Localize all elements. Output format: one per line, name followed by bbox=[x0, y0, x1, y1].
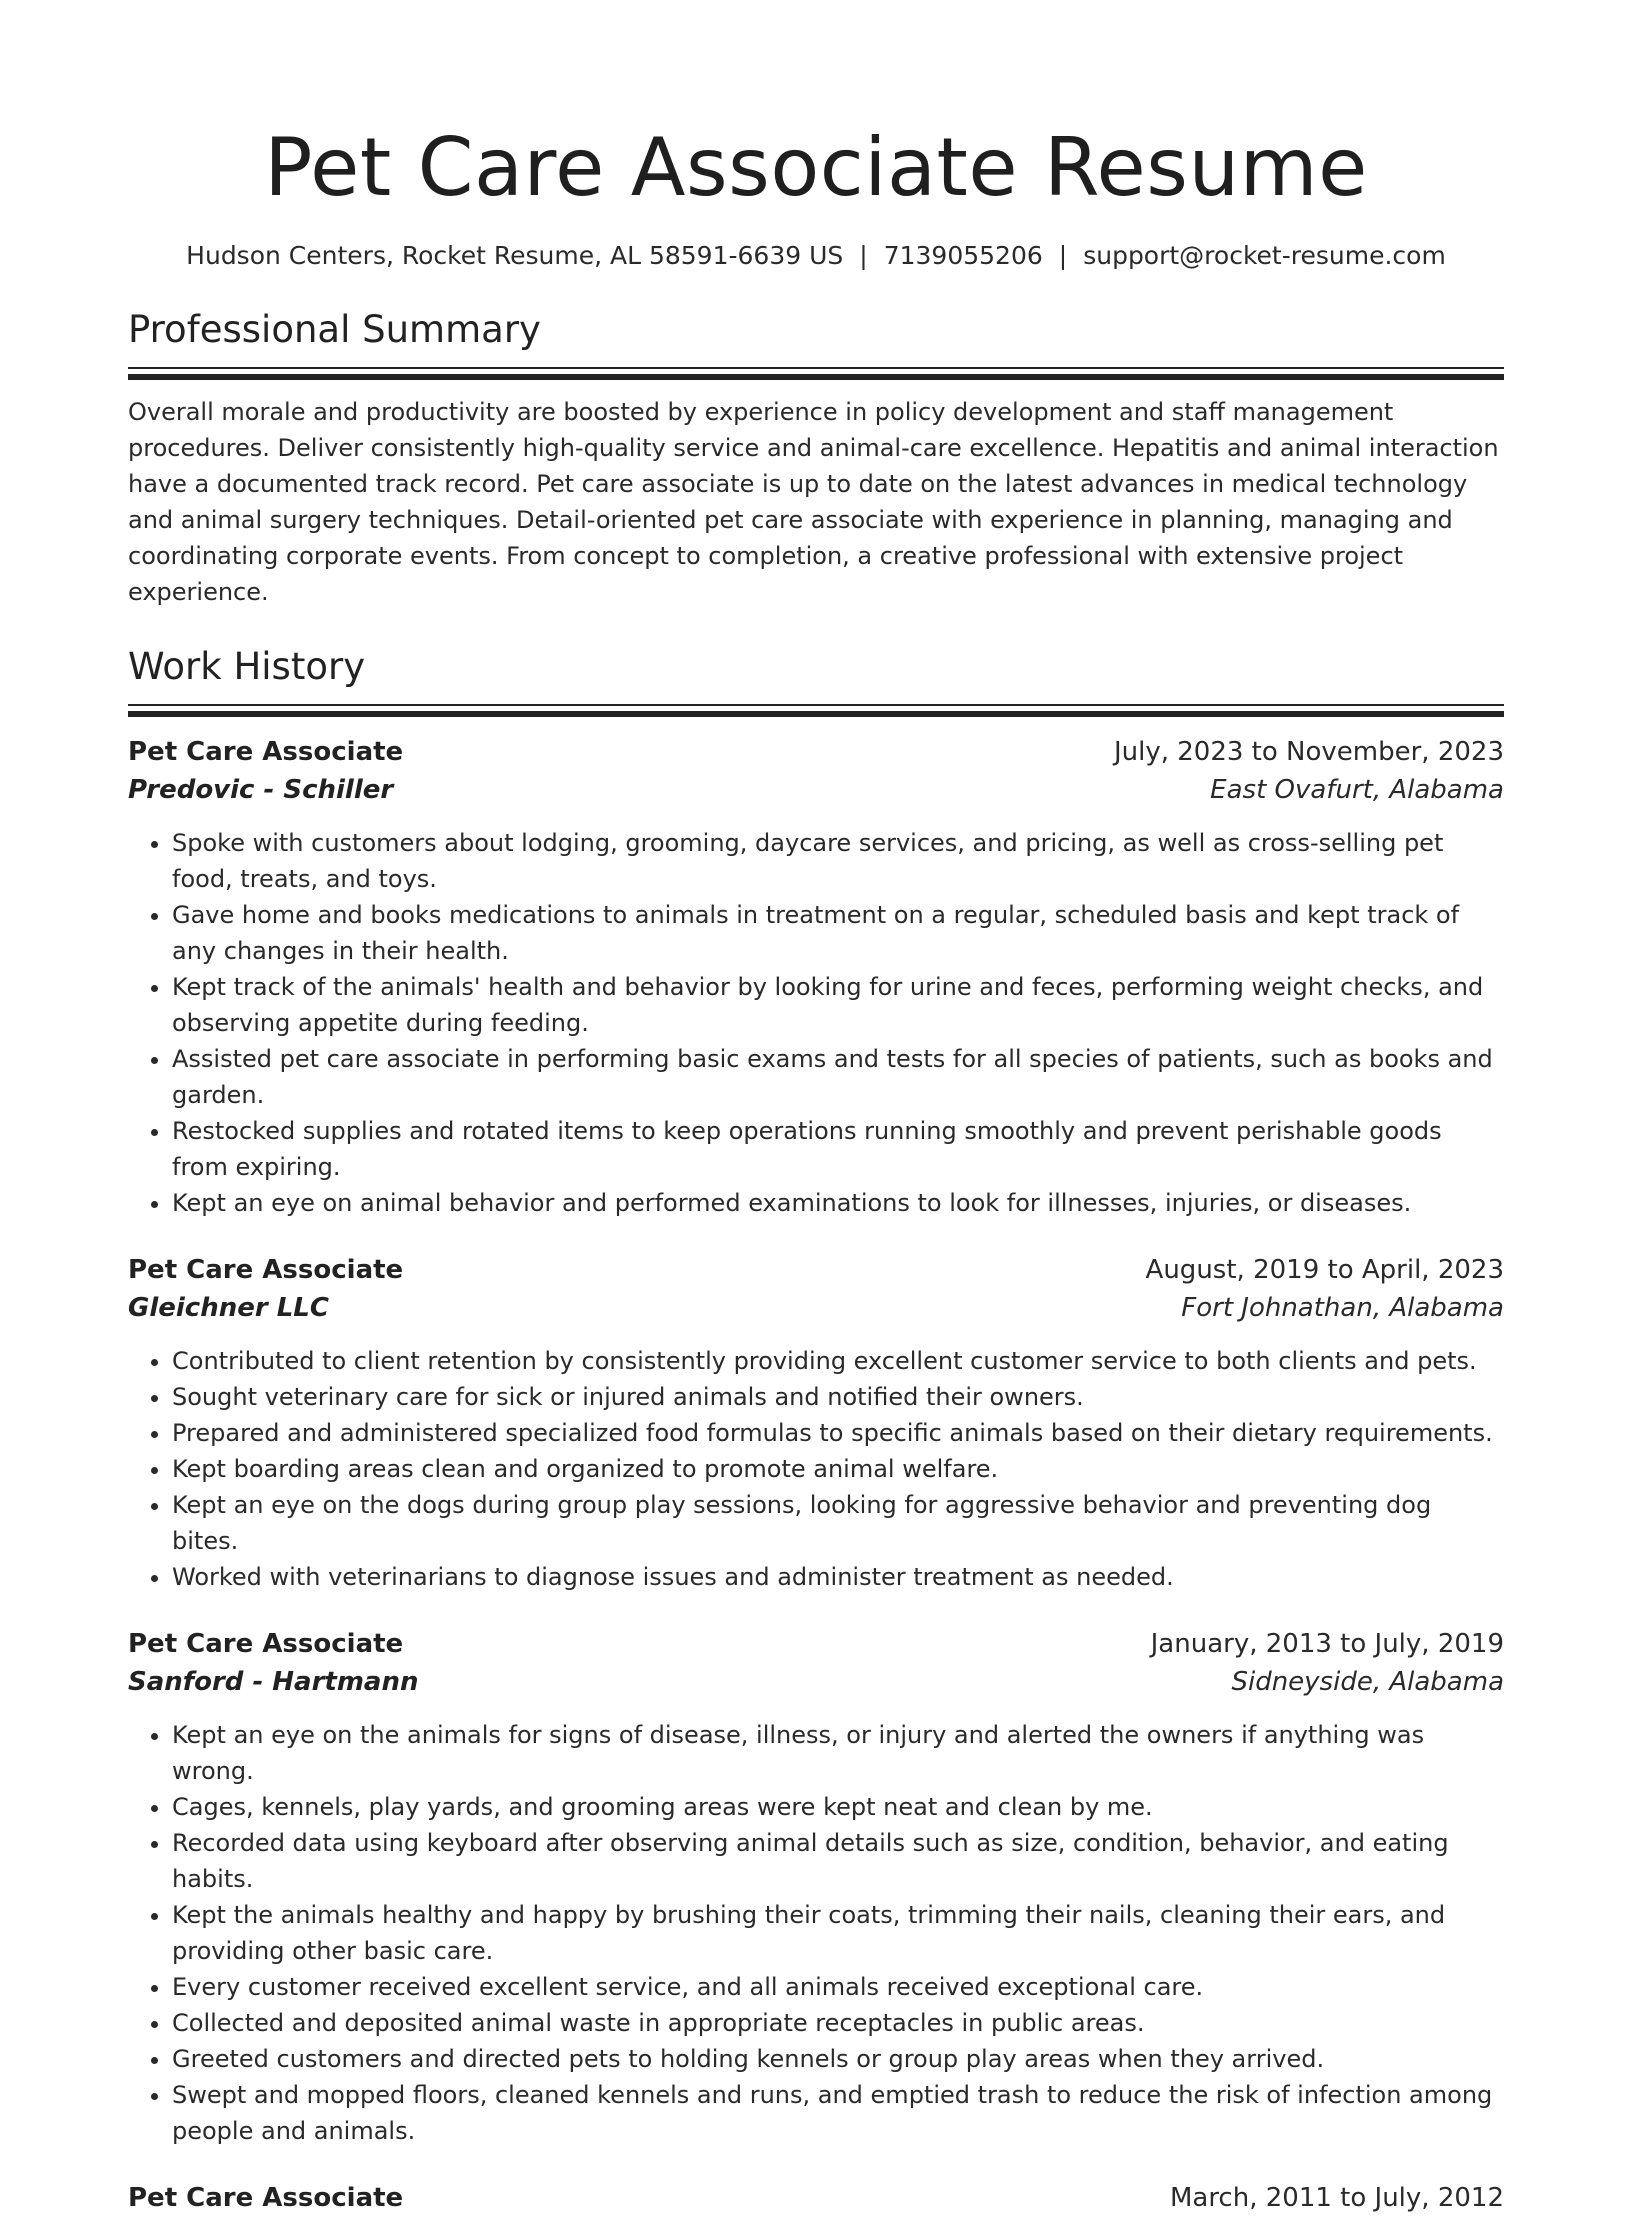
job-bullet: • Prepared and administered specialized food formulas to specific animals based on their dietary requirements. bbox=[172, 1415, 1504, 1451]
job-subheader bbox=[128, 1663, 1504, 1701]
job-bullet: • Spoke with customers about lodging, grooming, daycare services, and pricing, as well as cross-selling pet food, treats, and toys. bbox=[172, 825, 1504, 897]
job-location: East Ovafurt, Alabama bbox=[1210, 775, 1504, 805]
job-entry bbox=[128, 1251, 1504, 1595]
job-entry bbox=[128, 1625, 1504, 2149]
job-bullet: • Greeted customers and directed pets to holding kennels or group play areas when they arrived. bbox=[172, 2041, 1504, 2077]
job-bullet: • Contributed to client retention by consistently providing excellent customer service to both clients and pets. bbox=[172, 1343, 1504, 1379]
section-heading: Work History bbox=[128, 645, 366, 688]
professional-summary-section bbox=[128, 307, 1504, 610]
section-divider bbox=[128, 704, 1504, 715]
job-header bbox=[128, 1625, 1504, 1663]
work-history-section bbox=[128, 644, 1504, 2217]
job-company: Gleichner LLC bbox=[128, 1293, 329, 1323]
job-bullet: • Cages, kennels, play yards, and grooming areas were kept neat and clean by me. bbox=[172, 1789, 1504, 1825]
job-header bbox=[128, 733, 1504, 771]
job-title: Pet Care Associate bbox=[128, 1629, 404, 1659]
job-bullet: • Swept and mopped floors, cleaned kennels and runs, and emptied trash to reduce the risk of infection among people and animals. bbox=[172, 2077, 1504, 2149]
job-bullet: • Kept the animals healthy and happy by brushing their coats, trimming their nails, cleaning their ears, and providing other basic care. bbox=[172, 1897, 1504, 1969]
job-bullets bbox=[128, 1717, 1504, 2149]
resume-page bbox=[128, 0, 1504, 2217]
job-company: Sanford - Hartmann bbox=[128, 1667, 419, 1697]
job-bullet: • Kept an eye on the animals for signs of disease, illness, or injury and alerted the owners if anything was wrong. bbox=[172, 1717, 1504, 1789]
job-bullet: • Sought veterinary care for sick or injured animals and notified their owners. bbox=[172, 1379, 1504, 1415]
job-bullet: • Kept an eye on animal behavior and performed examinations to look for illnesses, injuries, or diseases. bbox=[172, 1185, 1504, 1221]
job-dates: January, 2013 to July, 2019 bbox=[1150, 1629, 1504, 1659]
job-bullet: • Kept an eye on the dogs during group play sessions, looking for aggressive behavior and preventing dog bites. bbox=[172, 1487, 1504, 1559]
job-dates: August, 2019 to April, 2023 bbox=[1145, 1255, 1504, 1285]
contact-separator: | bbox=[1058, 241, 1068, 270]
job-bullet: • Assisted pet care associate in performing basic exams and tests for all species of patients, such as books and garden. bbox=[172, 1041, 1504, 1113]
contact-separator: | bbox=[859, 241, 868, 270]
resume-title: Pet Care Associate Resume bbox=[264, 121, 1368, 214]
contact-email: support@rocket-resume.com bbox=[1083, 241, 1446, 270]
job-location: Fort Johnathan, Alabama bbox=[1181, 1293, 1504, 1323]
job-subheader bbox=[128, 771, 1504, 809]
job-entry bbox=[128, 733, 1504, 1221]
job-bullet: • Restocked supplies and rotated items to keep operations running smoothly and prevent perishable goods from expiring. bbox=[172, 1113, 1504, 1185]
job-bullets bbox=[128, 825, 1504, 1221]
job-bullet: • Recorded data using keyboard after observing animal details such as size, condition, behavior, and eating habits. bbox=[172, 1825, 1504, 1897]
contact-phone: 7139055206 bbox=[883, 241, 1043, 270]
job-title: Pet Care Associate bbox=[128, 1255, 404, 1285]
job-bullet: • Kept track of the animals' health and behavior by looking for urine and feces, performing weight checks, and observing appetite during feeding. bbox=[172, 969, 1504, 1041]
job-title: Pet Care Associate bbox=[128, 737, 404, 767]
summary-text: Overall morale and productivity are boosted by experience in policy development and staff management procedures. Deliver consistently high-quality service and animal-care excellence. Hepatitis and animal interaction have a documented track record. Pet care associate is up to date on the latest advances in medical technology and animal surgery techniques. Detail-oriented pet care associate with experience in planning, managing and coordinating corporate events. From concept to completion, a creative professional with extensive project experience. bbox=[128, 398, 1499, 606]
job-company: Predovic - Schiller bbox=[128, 775, 394, 805]
job-bullet: • Kept boarding areas clean and organized to promote animal welfare. bbox=[172, 1451, 1504, 1487]
job-bullet: • Worked with veterinarians to diagnose issues and administer treatment as needed. bbox=[172, 1559, 1504, 1595]
job-dates: March, 2011 to July, 2012 bbox=[1169, 2183, 1504, 2213]
job-bullet: • Every customer received excellent service, and all animals received exceptional care. bbox=[172, 1969, 1504, 2005]
contact-address: Hudson Centers, Rocket Resume, AL 58591-6639 US bbox=[186, 241, 844, 270]
job-header bbox=[128, 1251, 1504, 1289]
job-bullet: • Collected and deposited animal waste in appropriate receptacles in public areas. bbox=[172, 2005, 1504, 2041]
job-bullet: • Gave home and books medications to animals in treatment on a regular, scheduled basis and kept track of any changes in their health. bbox=[172, 897, 1504, 969]
job-location: Sidneyside, Alabama bbox=[1231, 1667, 1504, 1697]
job-subheader bbox=[128, 1289, 1504, 1327]
section-divider bbox=[128, 367, 1504, 378]
job-header bbox=[128, 2179, 1504, 2217]
contact-line bbox=[128, 239, 1504, 273]
job-entry bbox=[128, 2179, 1504, 2217]
job-bullets bbox=[128, 1343, 1504, 1595]
job-dates: July, 2023 to November, 2023 bbox=[1113, 737, 1504, 767]
job-title: Pet Care Associate bbox=[128, 2183, 404, 2213]
section-heading: Professional Summary bbox=[128, 308, 541, 351]
